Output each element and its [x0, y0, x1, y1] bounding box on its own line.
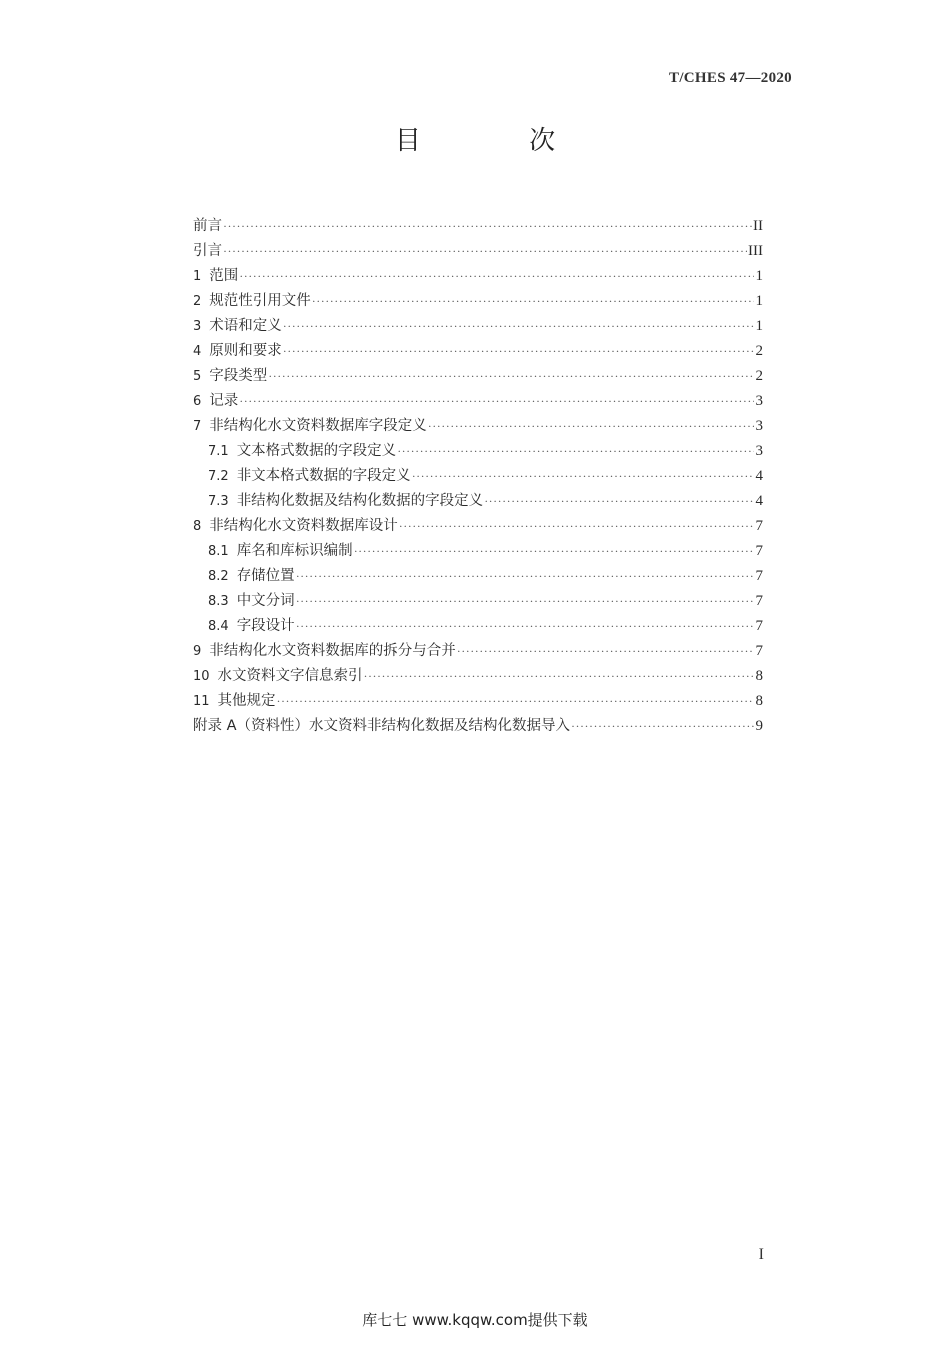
toc-entry-title: 引言 — [193, 243, 222, 259]
toc-entry-number: 6 — [193, 394, 202, 409]
toc-entry-title: 中文分词 — [236, 593, 295, 609]
toc-dot-leader — [223, 239, 747, 264]
toc-entry-page: 7 — [755, 593, 763, 609]
toc-entry[interactable] — [193, 714, 763, 739]
toc-entry-number: 7.1 — [208, 444, 229, 459]
toc-entry-number: 1 — [193, 269, 202, 284]
toc-entry-number: 2 — [193, 294, 202, 309]
toc-dot-leader — [354, 539, 754, 564]
toc-entry-title: 非文本格式数据的字段定义 — [236, 468, 411, 484]
toc-dot-leader — [283, 339, 754, 364]
toc-entry[interactable] — [193, 464, 763, 489]
toc-entry-title: 非结构化水文资料数据库设计 — [209, 518, 398, 534]
toc-dot-leader — [296, 614, 754, 639]
toc-entry-page: II — [753, 218, 763, 234]
toc-entry[interactable] — [193, 564, 763, 589]
toc-entry-page: 1 — [755, 318, 763, 334]
toc-entry[interactable] — [193, 689, 763, 714]
toc-entry[interactable] — [193, 639, 763, 664]
toc-entry-number: 7.3 — [208, 494, 229, 509]
toc-entry-title: 非结构化水文资料数据库的拆分与合并 — [209, 643, 456, 659]
toc-entry-page: 8 — [755, 668, 763, 684]
toc-entry-number: 11 — [193, 694, 210, 709]
table-of-contents — [193, 214, 763, 739]
toc-entry[interactable] — [193, 364, 763, 389]
toc-dot-leader — [457, 639, 754, 664]
toc-entry-page: 1 — [755, 268, 763, 284]
toc-entry[interactable] — [193, 239, 763, 264]
toc-entry-title: 文本格式数据的字段定义 — [236, 443, 397, 459]
toc-entry-page: 1 — [755, 293, 763, 309]
toc-entry[interactable] — [193, 314, 763, 339]
toc-dot-leader — [412, 464, 754, 489]
toc-entry-title: 记录 — [209, 393, 239, 409]
toc-dot-leader — [268, 364, 754, 389]
toc-dot-leader — [399, 514, 754, 539]
toc-entry-title: 附录 A（资料性）水文资料非结构化数据及结构化数据导入 — [193, 718, 571, 734]
toc-dot-leader — [484, 489, 754, 514]
toc-entry-title: 范围 — [209, 268, 239, 284]
download-source-footer: 库七七 www.kqqw.com提供下载 — [362, 1311, 588, 1329]
toc-entry-page: 7 — [755, 568, 763, 584]
toc-dot-leader — [364, 664, 754, 689]
toc-entry-title: 非结构化水文资料数据库字段定义 — [209, 418, 427, 434]
standard-code: T/CHES 47—2020 — [669, 70, 792, 86]
toc-entry-number: 5 — [193, 369, 202, 384]
toc-entry[interactable] — [193, 214, 763, 239]
toc-dot-leader — [296, 589, 754, 614]
toc-entry-title: 前言 — [193, 218, 222, 234]
page-number: I — [758, 1246, 764, 1263]
toc-entry[interactable] — [193, 514, 763, 539]
toc-entry-title: 规范性引用文件 — [209, 293, 311, 309]
toc-dot-leader — [312, 289, 754, 314]
toc-entry[interactable] — [193, 414, 763, 439]
toc-entry-page: 3 — [755, 418, 763, 434]
toc-dot-leader — [223, 214, 752, 239]
toc-entry[interactable] — [193, 614, 763, 639]
toc-entry[interactable] — [193, 389, 763, 414]
toc-entry-title: 库名和库标识编制 — [236, 543, 353, 559]
toc-dot-leader — [277, 689, 754, 714]
toc-entry-page: 4 — [755, 468, 763, 484]
toc-entry-page: 7 — [755, 518, 763, 534]
toc-entry-title: 原则和要求 — [209, 343, 282, 359]
toc-dot-leader — [239, 389, 754, 414]
toc-entry-title: 存储位置 — [236, 568, 295, 584]
toc-entry[interactable] — [193, 489, 763, 514]
toc-entry-page: 4 — [755, 493, 763, 509]
toc-dot-leader — [571, 714, 754, 739]
toc-entry-page: 3 — [755, 393, 763, 409]
toc-entry-number: 8 — [193, 519, 202, 534]
toc-entry-number: 10 — [193, 669, 210, 684]
toc-entry-page: 9 — [755, 718, 763, 734]
toc-entry[interactable] — [193, 539, 763, 564]
toc-entry-title: 字段类型 — [209, 368, 268, 384]
toc-entry-page: III — [748, 243, 763, 259]
page-title: 目 次 — [394, 126, 606, 156]
toc-entry-number: 4 — [193, 344, 202, 359]
toc-entry[interactable] — [193, 264, 763, 289]
toc-entry-number: 8.3 — [208, 594, 229, 609]
toc-entry[interactable] — [193, 664, 763, 689]
toc-entry-number: 3 — [193, 319, 202, 334]
toc-entry-title: 非结构化数据及结构化数据的字段定义 — [236, 493, 484, 509]
toc-dot-leader — [239, 264, 754, 289]
toc-entry-page: 7 — [755, 643, 763, 659]
toc-entry-number: 8.1 — [208, 544, 229, 559]
toc-entry[interactable] — [193, 439, 763, 464]
toc-entry-page: 8 — [755, 693, 763, 709]
toc-entry-page: 7 — [755, 618, 763, 634]
toc-entry-number: 7 — [193, 419, 202, 434]
toc-entry-page: 2 — [755, 368, 763, 384]
toc-entry-page: 2 — [755, 343, 763, 359]
toc-entry[interactable] — [193, 589, 763, 614]
toc-entry[interactable] — [193, 339, 763, 364]
toc-entry-number: 8.4 — [208, 619, 229, 634]
toc-entry[interactable] — [193, 289, 763, 314]
toc-entry-title: 术语和定义 — [209, 318, 282, 334]
toc-entry-title: 其他规定 — [217, 693, 276, 709]
toc-dot-leader — [428, 414, 754, 439]
toc-entry-number: 7.2 — [208, 469, 229, 484]
toc-dot-leader — [296, 564, 754, 589]
toc-entry-number: 8.2 — [208, 569, 229, 584]
toc-entry-title: 水文资料文字信息索引 — [217, 668, 363, 684]
toc-entry-page: 7 — [755, 543, 763, 559]
toc-entry-title: 字段设计 — [236, 618, 295, 634]
toc-dot-leader — [397, 439, 754, 464]
toc-entry-page: 3 — [755, 443, 763, 459]
toc-entry-number: 9 — [193, 644, 202, 659]
toc-dot-leader — [283, 314, 754, 339]
